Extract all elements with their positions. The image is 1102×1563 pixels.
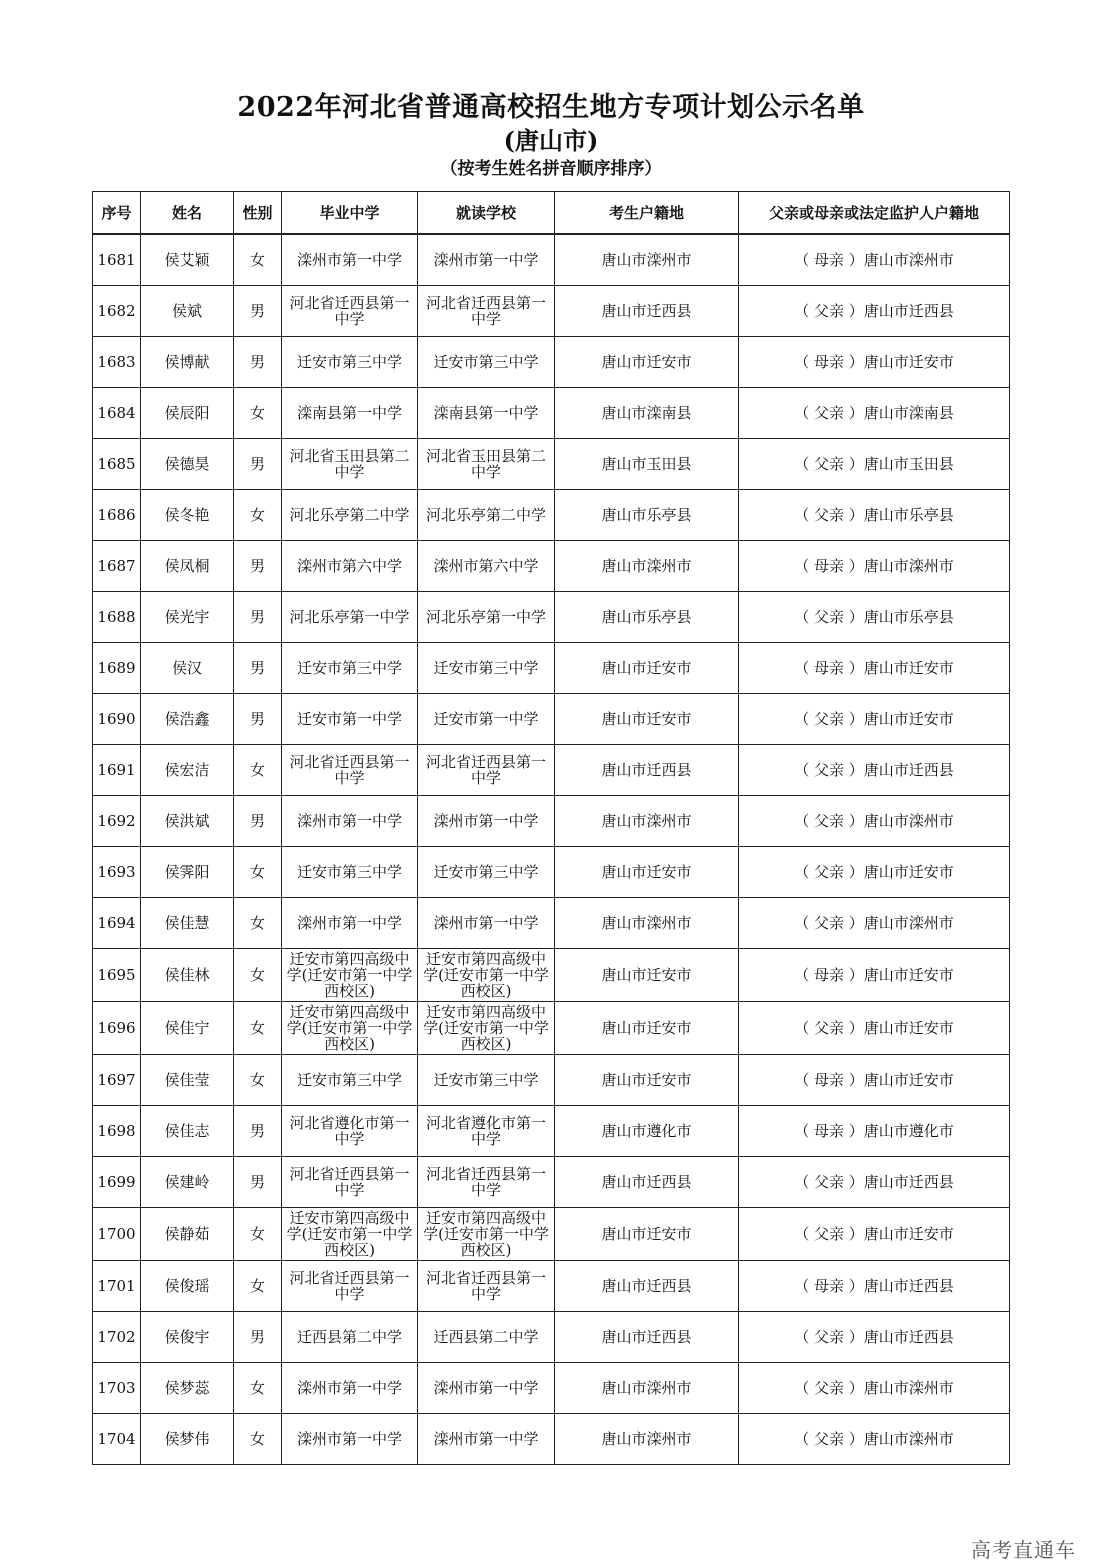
cell-hukou: 唐山市迁安市 [555,337,739,388]
cell-seq: 1682 [93,286,141,337]
cell-hukou: 唐山市滦州市 [555,796,739,847]
cell-current-school: 河北乐亭第一中学 [418,592,555,643]
cell-current-school: 迁安市第三中学 [418,643,555,694]
table-row [93,1208,1010,1261]
cell-current-school: 滦州市第一中学 [418,898,555,949]
cell-guardian-hukou: （ 父亲 ）唐山市迁安市 [739,847,1010,898]
cell-grad-school: 滦州市第一中学 [282,796,418,847]
cell-current-school: 滦州市第一中学 [418,796,555,847]
cell-grad-school: 迁安市第四高级中学(迁安市第一中学西校区) [282,1208,418,1261]
cell-hukou: 唐山市滦州市 [555,898,739,949]
header-guardian-hukou: 父亲或母亲或法定监护人户籍地 [739,192,1010,235]
cell-name: 侯德昊 [141,439,234,490]
cell-current-school: 迁安市第一中学 [418,694,555,745]
cell-current-school: 迁安市第四高级中学(迁安市第一中学西校区) [418,1208,555,1261]
cell-gender: 男 [234,1157,282,1208]
cell-seq: 1683 [93,337,141,388]
cell-seq: 1694 [93,898,141,949]
cell-hukou: 唐山市滦州市 [555,234,739,286]
cell-seq: 1693 [93,847,141,898]
cell-name: 侯佳慧 [141,898,234,949]
cell-gender: 男 [234,796,282,847]
cell-grad-school: 迁安市第三中学 [282,1055,418,1106]
cell-name: 侯洪斌 [141,796,234,847]
cell-hukou: 唐山市迁西县 [555,1261,739,1312]
table-row [93,949,1010,1002]
cell-grad-school: 迁安市第一中学 [282,694,418,745]
cell-name: 侯凤桐 [141,541,234,592]
cell-grad-school: 滦州市第一中学 [282,234,418,286]
table-body [93,234,1010,1465]
watermark: 高考直通车 [971,1538,1076,1562]
cell-name: 侯俊宇 [141,1312,234,1363]
cell-gender: 女 [234,1055,282,1106]
cell-guardian-hukou: （ 父亲 ）唐山市玉田县 [739,439,1010,490]
cell-current-school: 滦州市第一中学 [418,1363,555,1414]
header-grad-school: 毕业中学 [282,192,418,235]
cell-hukou: 唐山市玉田县 [555,439,739,490]
table-row [93,234,1010,286]
cell-gender: 女 [234,1261,282,1312]
cell-gender: 女 [234,1414,282,1465]
cell-guardian-hukou: （ 母亲 ）唐山市迁西县 [739,1261,1010,1312]
cell-seq: 1684 [93,388,141,439]
cell-current-school: 河北省遵化市第一中学 [418,1106,555,1157]
cell-grad-school: 河北省遵化市第一中学 [282,1106,418,1157]
cell-name: 侯光宇 [141,592,234,643]
cell-grad-school: 滦州市第六中学 [282,541,418,592]
cell-hukou: 唐山市遵化市 [555,1106,739,1157]
table-row [93,1002,1010,1055]
table-row [93,286,1010,337]
cell-guardian-hukou: （ 父亲 ）唐山市迁安市 [739,694,1010,745]
cell-name: 侯浩鑫 [141,694,234,745]
cell-seq: 1698 [93,1106,141,1157]
cell-gender: 男 [234,592,282,643]
cell-gender: 男 [234,337,282,388]
cell-guardian-hukou: （ 母亲 ）唐山市迁安市 [739,1055,1010,1106]
cell-seq: 1696 [93,1002,141,1055]
cell-current-school: 河北乐亭第二中学 [418,490,555,541]
cell-grad-school: 滦南县第一中学 [282,388,418,439]
cell-hukou: 唐山市迁安市 [555,694,739,745]
cell-current-school: 河北省迁西县第一中学 [418,1261,555,1312]
cell-guardian-hukou: （ 母亲 ）唐山市滦州市 [739,541,1010,592]
cell-guardian-hukou: （ 父亲 ）唐山市滦南县 [739,388,1010,439]
cell-seq: 1685 [93,439,141,490]
table-row [93,1055,1010,1106]
table-row [93,1363,1010,1414]
cell-gender: 女 [234,898,282,949]
cell-gender: 女 [234,1208,282,1261]
cell-name: 侯建岭 [141,1157,234,1208]
cell-hukou: 唐山市迁西县 [555,286,739,337]
cell-hukou: 唐山市乐亭县 [555,490,739,541]
cell-gender: 女 [234,1363,282,1414]
cell-grad-school: 滦州市第一中学 [282,898,418,949]
cell-guardian-hukou: （ 父亲 ）唐山市迁西县 [739,1312,1010,1363]
cell-gender: 女 [234,847,282,898]
cell-name: 侯宏洁 [141,745,234,796]
table-row [93,1312,1010,1363]
table-header-row [93,192,1010,235]
cell-current-school: 迁西县第二中学 [418,1312,555,1363]
cell-hukou: 唐山市迁安市 [555,1208,739,1261]
cell-current-school: 河北省迁西县第一中学 [418,1157,555,1208]
cell-seq: 1690 [93,694,141,745]
table-row [93,592,1010,643]
cell-name: 侯辰阳 [141,388,234,439]
cell-name: 侯艾颖 [141,234,234,286]
table-row [93,643,1010,694]
page-subtitle: (唐山市) [503,126,599,155]
cell-current-school: 迁安市第三中学 [418,337,555,388]
cell-name: 侯梦蕊 [141,1363,234,1414]
cell-gender: 男 [234,643,282,694]
cell-seq: 1702 [93,1312,141,1363]
table-row [93,1157,1010,1208]
cell-current-school: 迁安市第四高级中学(迁安市第一中学西校区) [418,1002,555,1055]
cell-guardian-hukou: （ 父亲 ）唐山市滦州市 [739,796,1010,847]
cell-gender: 男 [234,694,282,745]
cell-guardian-hukou: （ 父亲 ）唐山市迁安市 [739,1208,1010,1261]
cell-gender: 女 [234,388,282,439]
table-row [93,439,1010,490]
cell-gender: 女 [234,1002,282,1055]
cell-grad-school: 河北省迁西县第一中学 [282,1157,418,1208]
cell-hukou: 唐山市迁西县 [555,1312,739,1363]
cell-name: 侯佳宁 [141,1002,234,1055]
cell-grad-school: 滦州市第一中学 [282,1363,418,1414]
cell-gender: 女 [234,745,282,796]
cell-seq: 1691 [93,745,141,796]
cell-current-school: 河北省玉田县第二中学 [418,439,555,490]
cell-guardian-hukou: （ 父亲 ）唐山市迁西县 [739,1157,1010,1208]
cell-seq: 1699 [93,1157,141,1208]
cell-seq: 1695 [93,949,141,1002]
cell-current-school: 河北省迁西县第一中学 [418,745,555,796]
table-row [93,1106,1010,1157]
cell-name: 侯静茹 [141,1208,234,1261]
cell-hukou: 唐山市迁安市 [555,847,739,898]
cell-seq: 1688 [93,592,141,643]
cell-seq: 1689 [93,643,141,694]
cell-gender: 男 [234,541,282,592]
cell-guardian-hukou: （ 父亲 ）唐山市滦州市 [739,898,1010,949]
cell-grad-school: 迁安市第三中学 [282,337,418,388]
cell-seq: 1700 [93,1208,141,1261]
cell-guardian-hukou: （ 父亲 ）唐山市乐亭县 [739,592,1010,643]
cell-grad-school: 迁安市第三中学 [282,643,418,694]
cell-guardian-hukou: （ 母亲 ）唐山市遵化市 [739,1106,1010,1157]
cell-name: 侯佳志 [141,1106,234,1157]
cell-hukou: 唐山市迁安市 [555,949,739,1002]
cell-current-school: 滦南县第一中学 [418,388,555,439]
cell-hukou: 唐山市乐亭县 [555,592,739,643]
table-row [93,1414,1010,1465]
cell-grad-school: 迁安市第四高级中学(迁安市第一中学西校区) [282,949,418,1002]
cell-name: 侯汉 [141,643,234,694]
cell-gender: 男 [234,286,282,337]
admission-roster-table [92,191,1010,1465]
cell-seq: 1704 [93,1414,141,1465]
cell-name: 侯博献 [141,337,234,388]
cell-guardian-hukou: （ 父亲 ）唐山市滦州市 [739,1363,1010,1414]
cell-seq: 1703 [93,1363,141,1414]
cell-grad-school: 滦州市第一中学 [282,1414,418,1465]
cell-current-school: 滦州市第六中学 [418,541,555,592]
cell-gender: 女 [234,234,282,286]
cell-hukou: 唐山市滦州市 [555,1414,739,1465]
header-hukou: 考生户籍地 [555,192,739,235]
cell-grad-school: 河北乐亭第一中学 [282,592,418,643]
cell-hukou: 唐山市迁安市 [555,643,739,694]
table-row [93,898,1010,949]
cell-name: 侯佳莹 [141,1055,234,1106]
cell-seq: 1681 [93,234,141,286]
table-row [93,745,1010,796]
cell-guardian-hukou: （ 父亲 ）唐山市迁西县 [739,286,1010,337]
cell-name: 侯冬艳 [141,490,234,541]
cell-current-school: 河北省迁西县第一中学 [418,286,555,337]
cell-name: 侯俊瑶 [141,1261,234,1312]
cell-hukou: 唐山市滦州市 [555,541,739,592]
cell-guardian-hukou: （ 父亲 ）唐山市迁安市 [739,1002,1010,1055]
cell-name: 侯霁阳 [141,847,234,898]
cell-grad-school: 河北省迁西县第一中学 [282,1261,418,1312]
cell-current-school: 滦州市第一中学 [418,1414,555,1465]
header-gender: 性别 [234,192,282,235]
cell-seq: 1687 [93,541,141,592]
header-current-school: 就读学校 [418,192,555,235]
page-title: 2022年河北省普通高校招生地方专项计划公示名单 [237,92,865,123]
cell-guardian-hukou: （ 母亲 ）唐山市迁安市 [739,949,1010,1002]
cell-gender: 男 [234,1312,282,1363]
cell-guardian-hukou: （ 母亲 ）唐山市迁安市 [739,337,1010,388]
table-row [93,388,1010,439]
cell-guardian-hukou: （ 父亲 ）唐山市乐亭县 [739,490,1010,541]
cell-hukou: 唐山市迁西县 [555,1157,739,1208]
cell-guardian-hukou: （ 母亲 ）唐山市迁安市 [739,643,1010,694]
cell-current-school: 迁安市第四高级中学(迁安市第一中学西校区) [418,949,555,1002]
cell-gender: 女 [234,490,282,541]
cell-gender: 女 [234,949,282,1002]
cell-current-school: 迁安市第三中学 [418,847,555,898]
cell-guardian-hukou: （ 父亲 ）唐山市滦州市 [739,1414,1010,1465]
cell-grad-school: 迁安市第四高级中学(迁安市第一中学西校区) [282,1002,418,1055]
cell-grad-school: 河北乐亭第二中学 [282,490,418,541]
header-name: 姓名 [141,192,234,235]
cell-grad-school: 河北省迁西县第一中学 [282,286,418,337]
cell-gender: 男 [234,439,282,490]
cell-current-school: 迁安市第三中学 [418,1055,555,1106]
cell-hukou: 唐山市迁安市 [555,1055,739,1106]
cell-seq: 1701 [93,1261,141,1312]
cell-hukou: 唐山市迁西县 [555,745,739,796]
cell-hukou: 唐山市滦南县 [555,388,739,439]
cell-hukou: 唐山市滦州市 [555,1363,739,1414]
table-row [93,337,1010,388]
table-row [93,796,1010,847]
cell-guardian-hukou: （ 父亲 ）唐山市迁西县 [739,745,1010,796]
cell-grad-school: 迁西县第二中学 [282,1312,418,1363]
cell-name: 侯佳林 [141,949,234,1002]
cell-grad-school: 迁安市第三中学 [282,847,418,898]
cell-guardian-hukou: （ 母亲 ）唐山市滦州市 [739,234,1010,286]
cell-hukou: 唐山市迁安市 [555,1002,739,1055]
sort-note: （按考生姓名拼音顺序排序） [440,159,662,179]
cell-seq: 1692 [93,796,141,847]
header-seq: 序号 [93,192,141,235]
table-row [93,490,1010,541]
table-row [93,541,1010,592]
cell-name: 侯梦伟 [141,1414,234,1465]
cell-current-school: 滦州市第一中学 [418,234,555,286]
cell-grad-school: 河北省玉田县第二中学 [282,439,418,490]
cell-seq: 1686 [93,490,141,541]
table-row [93,694,1010,745]
cell-name: 侯斌 [141,286,234,337]
cell-seq: 1697 [93,1055,141,1106]
table-row [93,1261,1010,1312]
table-row [93,847,1010,898]
cell-grad-school: 河北省迁西县第一中学 [282,745,418,796]
title-block [0,90,1102,181]
cell-gender: 男 [234,1106,282,1157]
